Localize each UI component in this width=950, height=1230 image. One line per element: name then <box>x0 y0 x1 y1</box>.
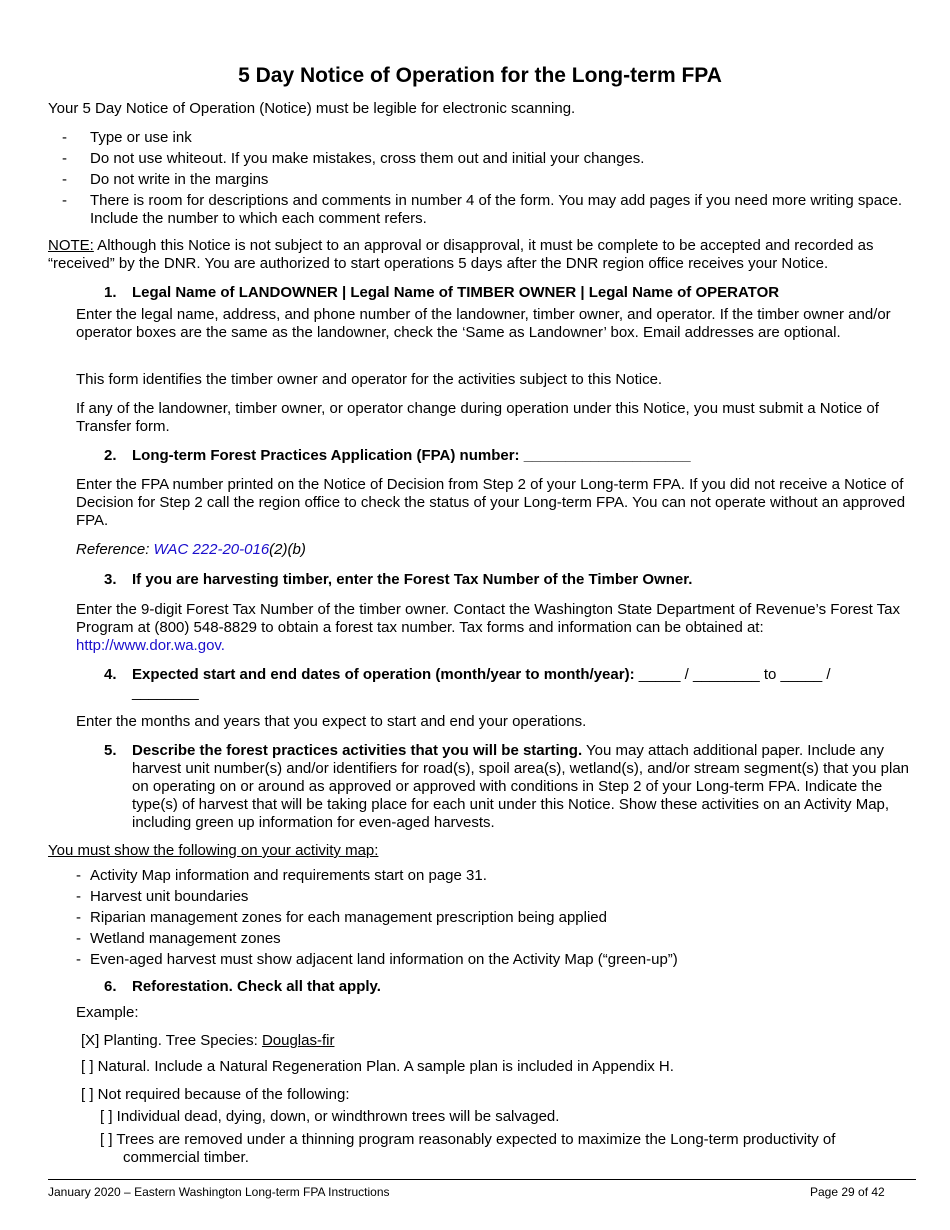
bullet-dash: - <box>76 951 81 968</box>
section-2-paragraph: Enter the FPA number printed on the Notice of Decision from Step 2 of your Long-term FPA. If you did not receive a Notice of Decision for Step 2 call the region office to check the status of your Long-term FPA. You can not operate without an approved FPA. <box>76 476 906 529</box>
note-paragraph <box>48 237 912 273</box>
section-5-heading: Describe the forest practices activities that you will be starting. <box>132 742 583 759</box>
section-1-paragraph-3: If any of the landowner, timber owner, or operator change during operation under this Notice, you must submit a Notice of Transfer form. <box>76 400 879 435</box>
section-4-heading: Expected start and end dates of operation (month/year to month/year): <box>132 666 635 683</box>
list-item: There is room for descriptions and comments in number 4 of the form. You may add pages if you need more writing space. Include the number to which each comment refers. <box>90 192 903 227</box>
bullet-dash: - <box>76 867 81 884</box>
footer-left: January 2020 – Eastern Washington Long-term FPA Instructions <box>48 1185 390 1199</box>
section-4-paragraph: Enter the months and years that you expect to start and end your operations. <box>76 713 587 730</box>
tree-species-value: Douglas-fir <box>261 1032 335 1049</box>
section-2-reference <box>76 541 912 559</box>
footer-rule <box>48 1179 916 1180</box>
list-item: Do not write in the margins <box>90 171 269 188</box>
section-3-paragraph: Enter the 9-digit Forest Tax Number of the timber owner. Contact the Washington State Department of Revenue’s Forest Tax Program at (800) 548-8829 to obtain a forest tax number. Tax forms and information can be obtained at: <box>76 601 901 636</box>
list-item: Riparian management zones for each management prescription being applied <box>90 909 607 926</box>
date-blanks: _____ / ________ to _____ / <box>634 666 831 683</box>
section-1-paragraph-2: This form identifies the timber owner and operator for the activities subject to this Notice. <box>76 371 663 388</box>
bullet-dash: - <box>62 150 67 167</box>
bullet-dash: - <box>76 888 81 905</box>
section-4-number: 4. <box>104 666 117 683</box>
section-4-heading-line <box>132 666 912 684</box>
list-item: Wetland management zones <box>90 930 281 947</box>
footer-page-number: Page 29 of 42 <box>810 1185 885 1199</box>
map-heading: You must show the following on your activity map: <box>48 842 379 859</box>
wac-link[interactable]: WAC 222-20-016 <box>153 541 270 558</box>
note-label: NOTE: <box>48 237 94 254</box>
page-title: 5 Day Notice of Operation for the Long-term FPA <box>238 64 722 87</box>
natural-option: [ ] Natural. Include a Natural Regeneration Plan. A sample plan is included in Appendix H. <box>81 1058 674 1075</box>
section-6-heading: Reforestation. Check all that apply. <box>132 978 381 995</box>
planting-option: [X] Planting. Tree Species: Douglas-fir <box>81 1032 335 1049</box>
bullet-dash: - <box>76 909 81 926</box>
list-item: Type or use ink <box>90 129 192 146</box>
section-1-paragraph-1: Enter the legal name, address, and phone number of the landowner, timber owner, and operator. If the timber owner and/or operator boxes are the same as the landowner, check the ‘Same as Landowner’ box. Email addresses are optional. <box>76 306 891 341</box>
section-6-number: 6. <box>104 978 117 995</box>
list-item: Harvest unit boundaries <box>90 888 249 905</box>
list-item: Even-aged harvest must show adjacent land information on the Activity Map (“green-up”) <box>90 951 678 968</box>
section-5-text: You may attach additional paper. Include any harvest unit number(s) and/or identifiers for road(s), spoil area(s), wetland(s), and/or stream segment(s) that you plan on operating on or around as approved or approved with conditions in Step 2 of your Long-term FPA. Indicate the type(s) of harvest that will be taking place for each unit under this Notice. Show these activities on an Activity Map, including green up information for even-aged harvests. <box>132 742 909 831</box>
reference-label: Reference: <box>76 541 154 558</box>
bullet-dash: - <box>62 129 67 146</box>
list-item: Do not use whiteout. If you make mistakes, cross them out and initial your changes. <box>90 150 645 167</box>
list-item: Activity Map information and requirements start on page 31. <box>90 867 487 884</box>
section-5-number: 5. <box>104 742 117 759</box>
section-1-number: 1. <box>104 284 117 301</box>
example-label: Example: <box>76 1004 139 1021</box>
salvage-option: [ ] Individual dead, dying, down, or windthrown trees will be salvaged. <box>100 1108 560 1125</box>
intro-text: Your 5 Day Notice of Operation (Notice) must be legible for electronic scanning. <box>48 100 576 117</box>
section-3-number: 3. <box>104 571 117 588</box>
bullet-dash: - <box>62 192 67 209</box>
thinning-option: [ ] Trees are removed under a thinning program reasonably expected to maximize the Long-term productivity of <box>100 1131 836 1148</box>
dor-link[interactable]: http://www.dor.wa.gov. <box>76 637 225 654</box>
section-5-paragraph <box>132 742 912 832</box>
not-required-option: [ ] Not required because of the following: <box>81 1086 350 1103</box>
section-2-heading: Long-term Forest Practices Application (FPA) number: ____________________ <box>132 447 691 464</box>
section-3-heading: If you are harvesting timber, enter the Forest Tax Number of the Timber Owner. <box>132 571 693 588</box>
reference-tail: (2)(b) <box>269 541 306 558</box>
section-2-number: 2. <box>104 447 117 464</box>
note-text: Although this Notice is not subject to an approval or disapproval, it must be complete to be accepted and recorded as “received” by the DNR. You are authorized to start operations 5 days after the DNR region office receives your Notice. <box>48 237 874 272</box>
bullet-dash: - <box>62 171 67 188</box>
section-1-heading: Legal Name of LANDOWNER | Legal Name of TIMBER OWNER | Legal Name of OPERATOR <box>132 284 780 301</box>
date-blank-continued: ________ <box>132 684 199 701</box>
bullet-dash: - <box>76 930 81 947</box>
thinning-option-continued: commercial timber. <box>123 1149 249 1166</box>
